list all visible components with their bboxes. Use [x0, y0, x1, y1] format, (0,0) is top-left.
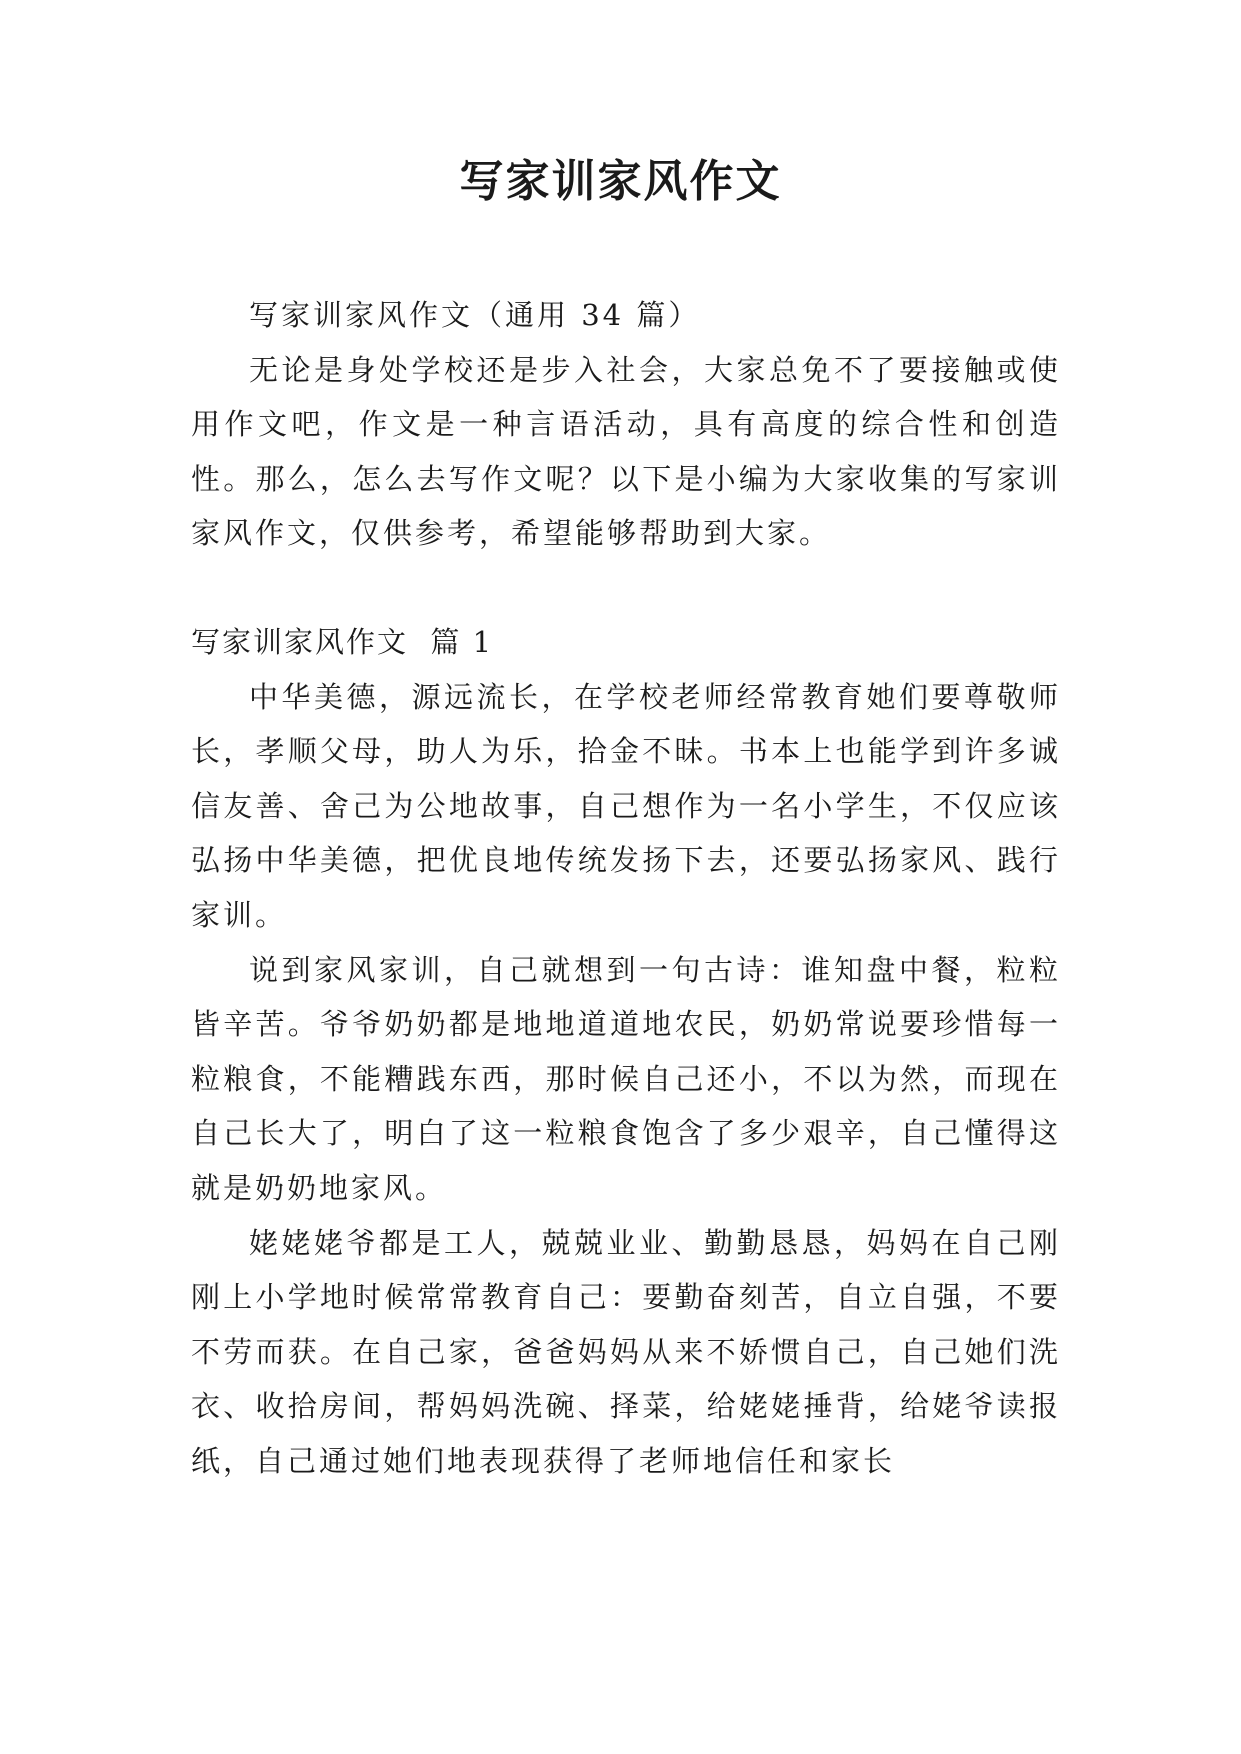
body-paragraph: 中华美德，源远流长，在学校老师经常教育她们要尊敬师长，孝顺父母，助人为乐，拾金不昧。书本上也能学到许多诚信友善、舍己为公地故事，自己想作为一名小学生，不仅应该弘扬中华美德，把优良地传统发扬下去，还要弘扬家风、践行家训。 — [191, 679, 1061, 932]
page-title: 写家训家风作文 — [459, 156, 782, 207]
body-paragraph: 说到家风家训，自己就想到一句古诗：谁知盘中餐，粒粒皆辛苦。爷爷奶奶都是地地道道地农民，奶奶常说要珍惜每一粒粮食，不能糟践东西，那时候自己还小，不以为然，而现在自己长大了，明白了这一粒粮食饱含了多少艰辛，自己懂得这就是奶奶地家风。 — [191, 952, 1061, 1205]
document-subtitle: 写家训家风作文（通用 34 篇） — [249, 298, 701, 332]
section-heading: 写家训家风作文 篇 1 — [191, 624, 494, 659]
body-paragraph: 姥姥姥爷都是工人，兢兢业业、勤勤恳恳，妈妈在自己刚刚上小学地时候常常教育自己：要勤奋刻苦，自立自强，不要不劳而获。在自己家，爸爸妈妈从来不娇惯自己，自己她们洗衣、收拾房间，帮妈妈洗碗、择菜，给姥姥捶背，给姥爷读报纸，自己通过她们地表现获得了老师地信任和家长 — [191, 1225, 1061, 1478]
document-body — [191, 288, 1061, 1488]
intro-paragraph: 无论是身处学校还是步入社会，大家总免不了要接触或使用作文吧，作文是一种言语活动，具有高度的综合性和创造性。那么，怎么去写作文呢？以下是小编为大家收集的写家训家风作文，仅供参考，希望能够帮助到大家。 — [191, 352, 1061, 551]
section-spacer — [191, 561, 1061, 615]
